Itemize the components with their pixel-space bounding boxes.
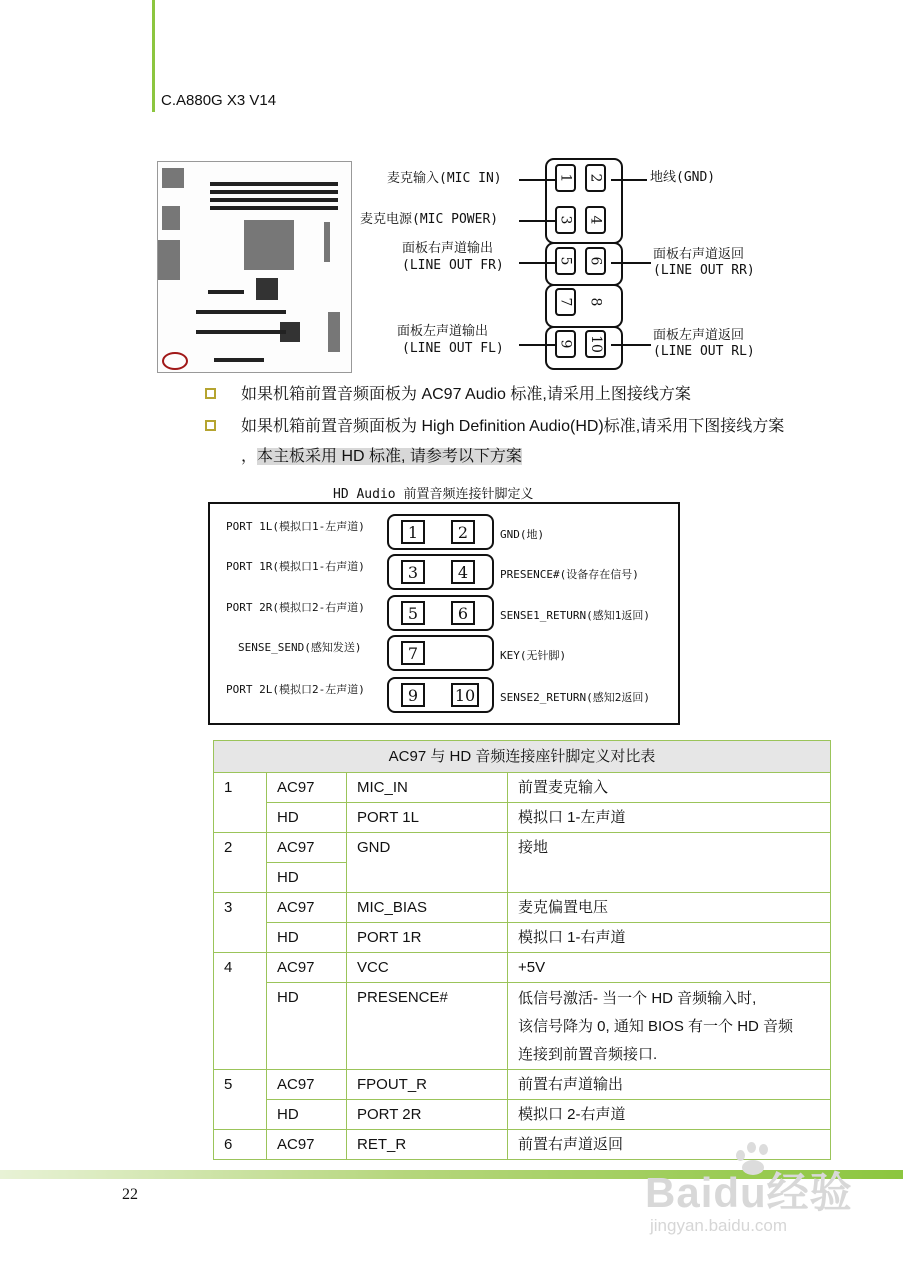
hd-right-label: KEY(无针脚) xyxy=(500,649,567,662)
leader-line xyxy=(519,220,555,222)
hd-left-label: PORT 2L(模拟口2-左声道) xyxy=(226,683,365,696)
checkbox-bullet-icon xyxy=(205,388,216,399)
front-audio-header-highlight xyxy=(162,352,188,370)
label-line-out-rr-en: (LINE OUT RR) xyxy=(653,263,755,278)
hd-pin-row xyxy=(387,677,494,713)
hd-right-label: SENSE2_RETURN(感知2返回) xyxy=(500,691,650,704)
ac97-pin-8: 8 xyxy=(587,297,604,307)
ac97-pin-3: 3 xyxy=(555,206,576,234)
hd-pin-2: 2 xyxy=(451,520,475,544)
table-row: HD xyxy=(214,863,831,893)
label-line-out-rl-en: (LINE OUT RL) xyxy=(653,344,755,359)
hd-left-label: PORT 1R(模拟口1-右声道) xyxy=(226,560,365,573)
hd-pin-6: 6 xyxy=(451,601,475,625)
table-row: HD PORT 1L 模拟口 1-左声道 xyxy=(214,803,831,833)
hd-right-label: GND(地) xyxy=(500,528,545,541)
table-row: 1 AC97 MIC_IN 前置麦克输入 xyxy=(214,773,831,803)
hd-diagram-caption: HD Audio 前置音频连接针脚定义 xyxy=(333,487,534,502)
label-gnd: 地线(GND) xyxy=(650,170,716,185)
hd-left-label: SENSE_SEND(感知发送) xyxy=(238,641,362,654)
ac97-pin-6: 6 xyxy=(585,247,606,275)
ac97-pin-5: 5 xyxy=(555,247,576,275)
hd-pin-1: 1 xyxy=(401,520,425,544)
ac97-pin-10: 10 xyxy=(585,330,606,358)
hd-right-label: PRESENCE#(设备存在信号) xyxy=(500,568,639,581)
label-mic-in: 麦克输入(MIC IN) xyxy=(387,171,502,186)
hd-pin-4: 4 xyxy=(451,560,475,584)
hd-pin-row xyxy=(387,595,494,631)
highlighted-note: 本主板采用 HD 标准, 请参考以下方案 xyxy=(257,448,522,465)
hd-left-label: PORT 2R(模拟口2-右声道) xyxy=(226,601,365,614)
hd-right-label: SENSE1_RETURN(感知1返回) xyxy=(500,609,650,622)
hd-left-label: PORT 1L(模拟口1-左声道) xyxy=(226,520,365,533)
leader-line xyxy=(611,262,651,264)
table-title: AC97 与 HD 音频连接座针脚定义对比表 xyxy=(214,741,831,773)
page-number: 22 xyxy=(122,1186,138,1203)
hd-pin-row xyxy=(387,514,494,550)
table-row: HD PRESENCE# 低信号激活- 当一个 HD 音频输入时, 该信号降为 0, 通知 BIOS 有一个 HD 音频 连接到前置音频接口. xyxy=(214,983,831,1070)
leader-line xyxy=(519,344,555,346)
table-row: 4 AC97 VCC +5V xyxy=(214,953,831,983)
checkbox-bullet-icon xyxy=(205,420,216,431)
table-row: 3 AC97 MIC_BIAS 麦克偏置电压 xyxy=(214,893,831,923)
ac97-pin-7: 7 xyxy=(555,288,576,316)
label-line-out-rr: 面板右声道返回 xyxy=(653,247,745,262)
label-line-out-rl: 面板左声道返回 xyxy=(653,328,745,343)
bullet-ac97: 如果机箱前置音频面板为 AC97 Audio 标准,请采用上图接线方案 xyxy=(205,380,805,410)
label-line-out-fr-en: (LINE OUT FR) xyxy=(402,258,504,273)
ac97-pin-9: 9 xyxy=(555,330,576,358)
hd-pin-3: 3 xyxy=(401,560,425,584)
table-row: HD PORT 2R 模拟口 2-右声道 xyxy=(214,1100,831,1130)
hd-pin-5: 5 xyxy=(401,601,425,625)
ac97-wiring-diagram xyxy=(157,158,777,373)
hd-pin-9: 9 xyxy=(401,683,425,707)
table-row: HD PORT 1R 模拟口 1-右声道 xyxy=(214,923,831,953)
ac97-pin-2: 2 xyxy=(585,164,606,192)
leader-line xyxy=(611,344,651,346)
bullet-hd: 如果机箱前置音频面板为 High Definition Audio(HD)标准,请采用下图接线方案 ，本主板采用 HD 标准, 请参考以下方案 xyxy=(205,412,795,472)
label-mic-power: 麦克电源(MIC POWER) xyxy=(360,212,499,227)
leader-line xyxy=(519,262,555,264)
ac97-hd-comparison-table xyxy=(213,740,831,1160)
hd-pin-7: 7 xyxy=(401,641,425,665)
table-row: 2 AC97 GND 接地 xyxy=(214,833,831,863)
hd-pin-row xyxy=(387,554,494,590)
baidu-jingyan-watermark: Baidu经验 jingyan.baidu.com xyxy=(640,1140,870,1250)
hd-pin-row xyxy=(387,635,494,671)
ac97-pin-1: 1 xyxy=(555,164,576,192)
motherboard-layout-image xyxy=(157,161,352,373)
table-row: 6 AC97 RET_R 前置右声道返回 xyxy=(214,1130,831,1160)
hd-pinout-diagram xyxy=(208,502,680,725)
model-name: C.A880G X3 V14 xyxy=(161,92,277,109)
label-line-out-fl: 面板左声道输出 xyxy=(397,324,489,339)
label-line-out-fr: 面板右声道输出 xyxy=(402,241,494,256)
leader-line xyxy=(519,179,555,181)
hd-pin-10: 10 xyxy=(451,683,479,707)
label-line-out-fl-en: (LINE OUT FL) xyxy=(402,341,504,356)
header-accent-bar xyxy=(152,0,155,112)
leader-line xyxy=(611,179,647,181)
ac97-pin-4: 4 xyxy=(585,206,606,234)
table-row: 5 AC97 FPOUT_R 前置右声道输出 xyxy=(214,1070,831,1100)
